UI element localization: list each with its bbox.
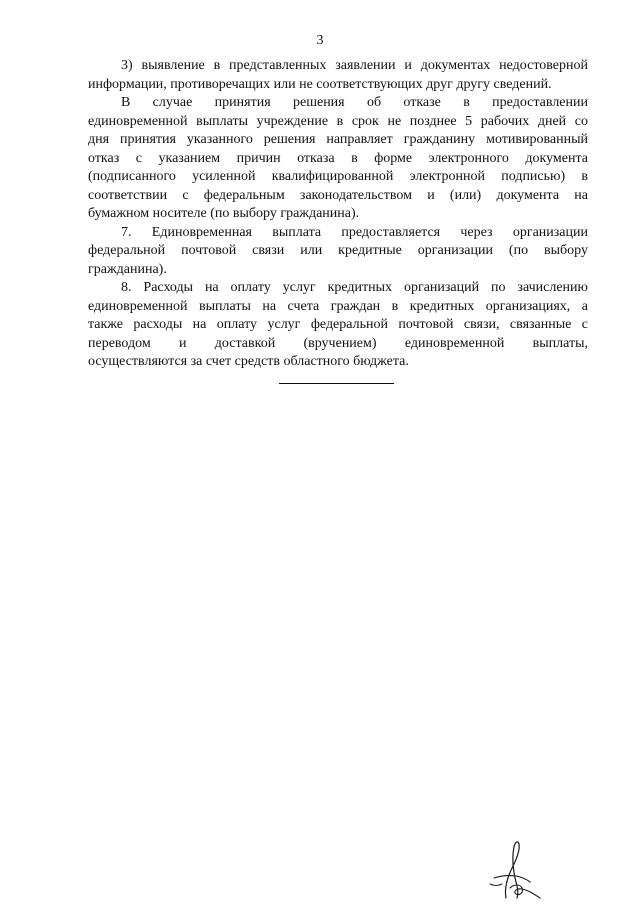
document-body [88,57,588,372]
text-line: (подписанного усиленной квалифицированной электронной подписью) в [88,169,588,184]
text-line: федеральной почтовой связи или кредитные организации (по выбору [88,243,588,258]
text-line: 3) выявление в представленных заявлении и документах недостоверной [121,58,588,73]
text-line: дня принятия указанного решения направляет гражданину мотивированный [88,132,588,147]
text-line: также расходы на оплату услуг федеральной почтовой связи, связанные с [88,317,588,332]
text-line: бумажном носителе (по выбору гражданина). [88,206,360,221]
text-line: 8. Расходы на оплату услуг кредитных организаций по зачислению [121,280,588,295]
signature-mark [486,838,546,902]
text-line: переводом и доставкой (вручением) единовременной выплаты, [88,335,588,351]
text-line: гражданина). [88,261,167,277]
text-line: осуществляются за счет средств областного бюджета. [88,354,409,369]
text-line: единовременной выплаты учреждение в срок не позднее 5 рабочих дней со [88,113,588,129]
text-line: соответствии с федеральным законодательством и (или) документа на [88,187,588,203]
page-number: 3 [316,33,324,48]
end-of-text-rule [279,383,394,384]
text-line: В случае принятия решения об отказе в предоставлении [121,95,588,110]
text-line: единовременной выплаты на счета граждан в кредитных организациях, а [88,298,588,314]
text-line: отказ с указанием причин отказа в форме электронного документа [88,150,588,166]
text-line: 7. Единовременная выплата предоставляется через организации [121,224,588,240]
text-line: информации, противоречащих или не соответствующих друг другу сведений. [88,76,552,92]
